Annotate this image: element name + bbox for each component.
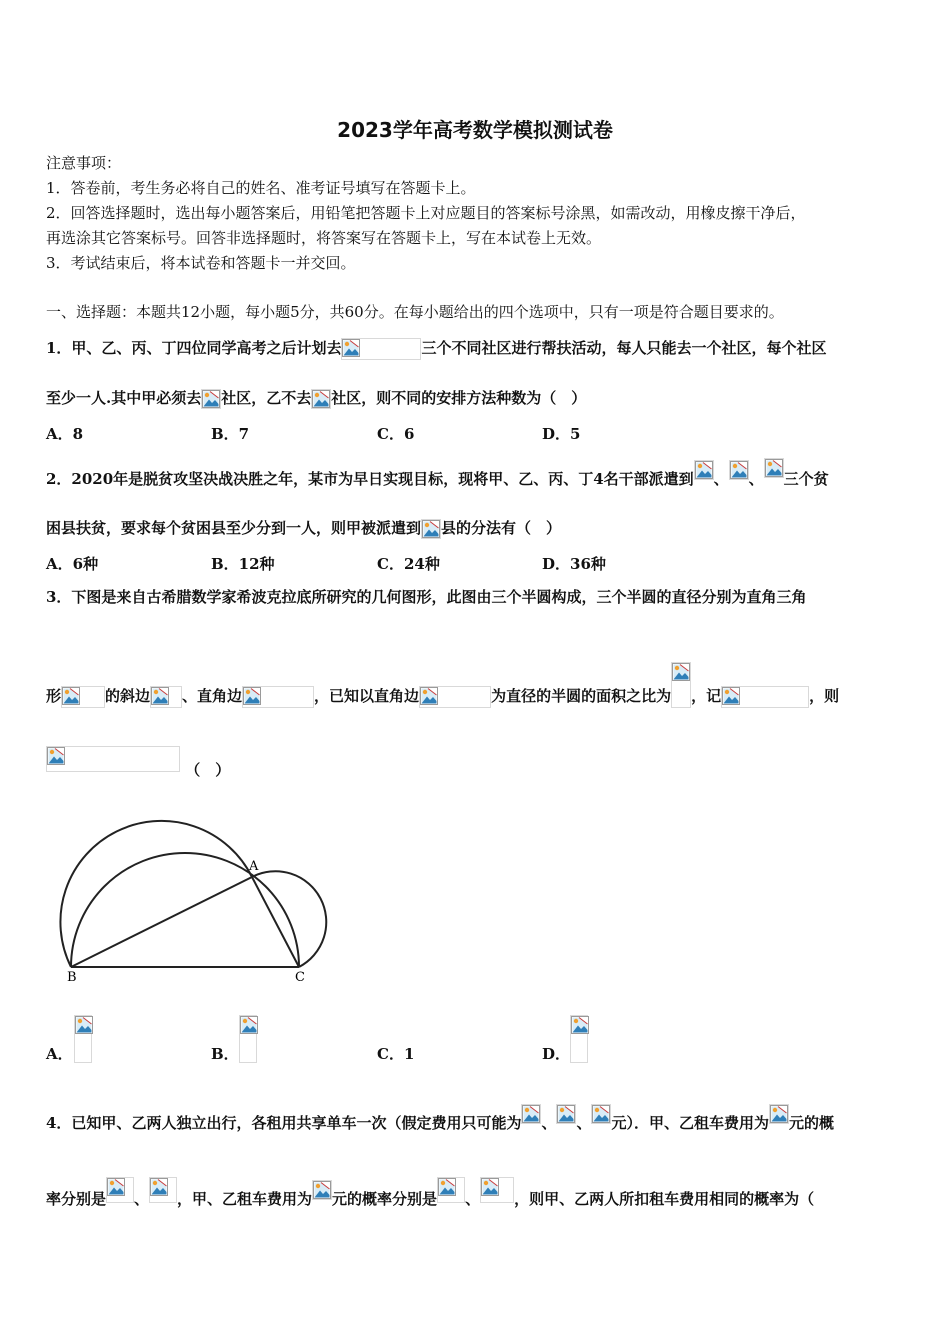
formula-image <box>591 1104 611 1124</box>
q3-line3 <box>46 746 231 779</box>
formula-image <box>694 460 714 480</box>
q1-text: 至少一人.其中甲必须去 <box>46 389 202 407</box>
broken-image-icon <box>107 1178 125 1196</box>
broken-image-icon <box>420 687 438 705</box>
broken-image-icon <box>240 1016 258 1034</box>
broken-image-icon <box>695 461 713 479</box>
formula-image <box>570 1015 588 1063</box>
formula-image <box>201 389 221 409</box>
formula-image <box>312 1180 332 1200</box>
q1-text: 社区，乙不去 <box>221 389 312 407</box>
q4-text: ，甲、乙租车费用为 <box>177 1190 313 1208</box>
q3-text: 的斜边 <box>105 687 151 705</box>
page-title: 2023学年高考数学模拟测试卷 <box>337 118 613 142</box>
q2-text: 2．2020年是脱贫攻坚决战决胜之年，某市为早日实现目标，现将甲、乙、丙、丁4名干部派遣到 <box>46 470 694 488</box>
lune-figure <box>58 818 333 984</box>
q4-line2 <box>46 1187 814 1213</box>
q3-text: 为直径的半圆的面积之比为 <box>491 687 672 705</box>
option-b: B．12种 <box>211 555 275 573</box>
option-label: A． <box>46 1045 73 1063</box>
q4-text: 率分别是 <box>46 1190 107 1208</box>
separator: 、 <box>713 470 729 488</box>
broken-image-icon <box>312 390 330 408</box>
formula-image <box>150 686 182 708</box>
formula-image <box>671 662 691 708</box>
notice-item: 1．答卷前，考生务必将自己的姓名、准考证号填写在答题卡上。 <box>46 179 476 197</box>
separator: 、 <box>748 470 764 488</box>
broken-image-icon <box>770 1105 788 1123</box>
formula-image <box>421 519 441 539</box>
q1-line2 <box>46 388 586 409</box>
q3-text: 形 <box>46 687 62 705</box>
option-b: B．7 <box>211 425 250 443</box>
broken-image-icon <box>571 1016 589 1034</box>
formula-image <box>721 686 809 708</box>
formula-image <box>239 1015 257 1063</box>
broken-image-icon <box>765 459 783 477</box>
answer-paren: （ ） <box>185 761 231 779</box>
q2-text: 困县扶贫，要求每个贫困县至少分到一人，则甲被派遣到 <box>46 519 422 537</box>
separator: 、 <box>465 1190 481 1208</box>
q1-text: 1．甲、乙、丙、丁四位同学高考之后计划去 <box>46 339 342 357</box>
formula-image <box>729 460 749 480</box>
broken-image-icon <box>438 1178 456 1196</box>
option-label: B． <box>211 1045 239 1063</box>
section-heading: 一、选择题：本题共12小题，每小题5分，共60分。在每小题给出的四个选项中，只有一项是符合题目要求的。 <box>46 303 784 321</box>
broken-image-icon <box>422 520 440 538</box>
notice-item: 再选涂其它答案标号。回答非选择题时，将答案写在答题卡上，写在本试卷上无效。 <box>46 229 602 247</box>
broken-image-icon <box>243 687 261 705</box>
formula-image <box>311 389 331 409</box>
q3-text: ，已知以直角边 <box>314 687 420 705</box>
q4-line1 <box>46 1113 834 1134</box>
separator: 、 <box>541 1114 557 1132</box>
option-label: D． <box>542 1045 571 1063</box>
q4-text: 元）．甲、乙租车费用为 <box>611 1114 769 1132</box>
option-a <box>46 1043 73 1064</box>
broken-image-icon <box>672 663 690 681</box>
option-c: C．24种 <box>377 555 440 573</box>
option-d: D．5 <box>542 425 581 443</box>
q3-line2 <box>46 674 839 720</box>
q3-text: ，则 <box>809 687 840 705</box>
broken-image-icon <box>522 1105 540 1123</box>
side-ab <box>71 877 252 967</box>
broken-image-icon <box>47 747 65 765</box>
formula-image <box>419 686 491 708</box>
broken-image-icon <box>730 461 748 479</box>
q3-text: 、直角边 <box>182 687 243 705</box>
notice-item: 3．考试结束后，将本试卷和答题卡一并交回。 <box>46 254 356 272</box>
formula-image <box>242 686 314 708</box>
q4-text: 4．已知甲、乙两人独立出行，各租用共享单车一次（假定费用只可能为 <box>46 1114 522 1132</box>
option-b <box>211 1043 239 1064</box>
formula-image <box>61 686 105 708</box>
broken-image-icon <box>481 1178 499 1196</box>
formula-image <box>769 1104 789 1124</box>
option-d: D．36种 <box>542 555 606 573</box>
broken-image-icon <box>313 1181 331 1199</box>
q4-text: 元的概 <box>789 1114 835 1132</box>
label-b: B <box>67 970 77 984</box>
option-c: C．1 <box>377 1045 415 1063</box>
broken-image-icon <box>62 687 80 705</box>
formula-image <box>46 746 180 772</box>
option-a: A．8 <box>46 425 84 443</box>
formula-image <box>341 338 421 360</box>
notice-heading: 注意事项： <box>46 154 122 172</box>
side-ac <box>252 877 299 967</box>
option-a: A．6种 <box>46 555 99 573</box>
q2-text: 县的分法有（ ） <box>441 519 562 537</box>
broken-image-icon <box>150 1178 168 1196</box>
q3-text: ，记 <box>691 687 722 705</box>
label-c: C <box>295 970 305 984</box>
separator: 、 <box>576 1114 592 1132</box>
q1-line1 <box>46 338 826 360</box>
q2-line1 <box>46 469 829 490</box>
option-d <box>542 1043 570 1064</box>
q2-text: 三个贫 <box>783 470 829 488</box>
q2-line2 <box>46 518 561 539</box>
broken-image-icon <box>557 1105 575 1123</box>
separator: 、 <box>134 1190 150 1208</box>
broken-image-icon <box>75 1016 93 1034</box>
formula-image <box>480 1177 514 1203</box>
broken-image-icon <box>722 687 740 705</box>
option-c: C．6 <box>377 425 415 443</box>
formula-image <box>556 1104 576 1124</box>
q1-text: 社区，则不同的安排方法种数为（ ） <box>331 389 587 407</box>
formula-image <box>764 458 784 478</box>
formula-image <box>74 1015 92 1063</box>
broken-image-icon <box>151 687 169 705</box>
broken-image-icon <box>592 1105 610 1123</box>
broken-image-icon <box>202 390 220 408</box>
formula-image <box>521 1104 541 1124</box>
broken-image-icon <box>342 339 360 357</box>
formula-image <box>106 1177 134 1203</box>
formula-image <box>149 1177 177 1203</box>
notice-item: 2．回答选择题时，选出每小题答案后，用铅笔把答题卡上对应题目的答案标号涂黑，如需改动，用橡皮擦干净后， <box>46 204 806 222</box>
q4-text: 元的概率分别是 <box>332 1190 438 1208</box>
q4-text: ，则甲、乙两人所扣租车费用相同的概率为（ <box>514 1190 815 1208</box>
q1-text: 三个不同社区进行帮扶活动，每人只能去一个社区，每个社区 <box>421 339 827 357</box>
q3-line1: 3．下图是来自古希腊数学家希波克拉底所研究的几何图形，此图由三个半圆构成，三个半圆的直径分别为直角三角 <box>46 588 807 606</box>
formula-image <box>437 1177 465 1203</box>
label-a: A <box>249 859 259 874</box>
leg-ab-semicircle <box>60 821 252 967</box>
